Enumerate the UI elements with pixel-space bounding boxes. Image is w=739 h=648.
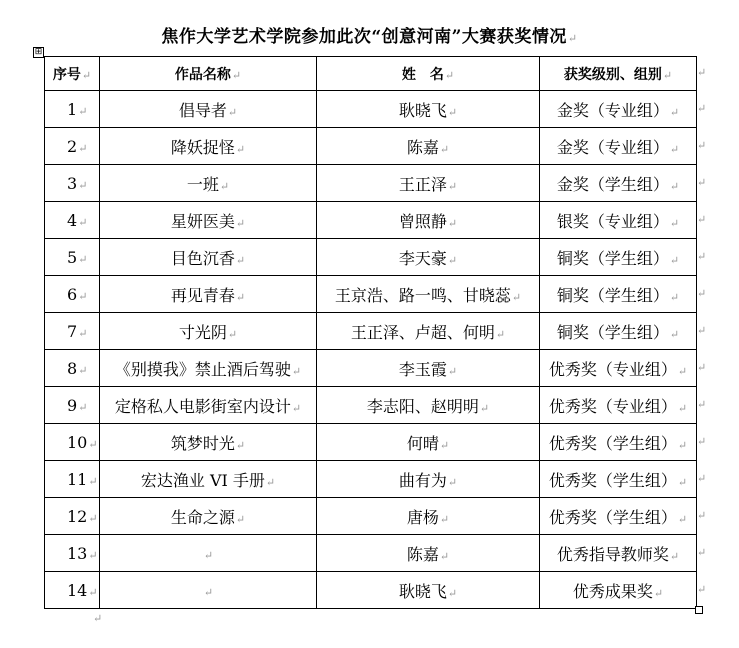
cell-no: 7↵ xyxy=(45,313,100,350)
header-award: 获奖级别、组别↵ xyxy=(540,57,697,91)
cell-name: 何晴↵ xyxy=(317,424,540,461)
cell-award: 优秀奖（学生组）↵ xyxy=(540,498,697,535)
table-row xyxy=(45,276,697,313)
title-text: 焦作大学艺术学院参加此次“创意河南”大赛获奖情况 xyxy=(161,27,567,47)
cell-work: 目色沉香↵ xyxy=(100,239,317,276)
row-end-mark-icon: ↵ xyxy=(697,509,707,522)
cell-name: 李天豪↵ xyxy=(317,239,540,276)
cell-name: 王京浩、路一鸣、甘晓蕊↵ xyxy=(317,276,540,313)
cell-name: 耿晓飞↵ xyxy=(317,572,540,609)
row-end-mark-icon: ↵ xyxy=(697,472,707,485)
row-end-mark-icon: ↵ xyxy=(697,102,707,115)
row-end-mark-icon: ↵ xyxy=(697,213,707,226)
header-no: 序号↵ xyxy=(45,57,100,91)
cell-award: 铜奖（学生组）↵ xyxy=(540,239,697,276)
row-end-marks xyxy=(697,56,706,608)
trailing-paragraph-mark-icon: ↵ xyxy=(93,612,103,625)
row-end-mark-icon: ↵ xyxy=(697,66,707,79)
row-end-mark-icon: ↵ xyxy=(697,361,707,374)
table-row xyxy=(45,128,697,165)
cell-award: 银奖（专业组）↵ xyxy=(540,202,697,239)
cell-name: 耿晓飞↵ xyxy=(317,91,540,128)
row-end-mark-icon: ↵ xyxy=(697,324,707,337)
cell-work: 寸光阴↵ xyxy=(100,313,317,350)
table-row xyxy=(45,498,697,535)
cell-work: 定格私人电影街室内设计↵ xyxy=(100,387,317,424)
cell-name: 王正泽、卢超、何明↵ xyxy=(317,313,540,350)
awards-table xyxy=(44,56,697,609)
cell-work: 筑梦时光↵ xyxy=(100,424,317,461)
cell-award: 优秀成果奖↵ xyxy=(540,572,697,609)
table-header-row xyxy=(45,57,697,91)
cell-work: 降妖捉怪↵ xyxy=(100,128,317,165)
cell-work: 再见青春↵ xyxy=(100,276,317,313)
cell-work: ↵ xyxy=(100,535,317,572)
cell-award: 金奖（学生组）↵ xyxy=(540,165,697,202)
row-end-mark-icon: ↵ xyxy=(697,250,707,263)
table-row xyxy=(45,350,697,387)
cell-name: 唐杨↵ xyxy=(317,498,540,535)
cell-award: 金奖（专业组）↵ xyxy=(540,128,697,165)
table-row xyxy=(45,239,697,276)
table-resize-handle[interactable] xyxy=(695,606,703,614)
table-row xyxy=(45,535,697,572)
row-end-mark-icon: ↵ xyxy=(697,583,707,596)
table-row xyxy=(45,461,697,498)
cell-no: 8↵ xyxy=(45,350,100,387)
cell-award: 铜奖（学生组）↵ xyxy=(540,276,697,313)
cell-award: 优秀奖（专业组）↵ xyxy=(540,387,697,424)
cell-work: 倡导者↵ xyxy=(100,91,317,128)
cell-no: 5↵ xyxy=(45,239,100,276)
cell-award: 优秀奖（学生组）↵ xyxy=(540,424,697,461)
row-end-mark-icon: ↵ xyxy=(697,435,707,448)
cell-name: 陈嘉↵ xyxy=(317,535,540,572)
table-row xyxy=(45,572,697,609)
cell-award: 优秀奖（学生组）↵ xyxy=(540,461,697,498)
cell-name: 陈嘉↵ xyxy=(317,128,540,165)
table-row xyxy=(45,424,697,461)
cell-no: 11↵ xyxy=(45,461,100,498)
cell-no: 9↵ xyxy=(45,387,100,424)
cell-no: 1↵ xyxy=(45,91,100,128)
table-row xyxy=(45,91,697,128)
table-row xyxy=(45,202,697,239)
cell-work: 一班↵ xyxy=(100,165,317,202)
cell-award: 铜奖（学生组）↵ xyxy=(540,313,697,350)
table-row xyxy=(45,387,697,424)
cell-work: ↵ xyxy=(100,572,317,609)
cell-name: 王正泽↵ xyxy=(317,165,540,202)
cell-no: 6↵ xyxy=(45,276,100,313)
cell-award: 金奖（专业组）↵ xyxy=(540,91,697,128)
paragraph-mark-icon: ↵ xyxy=(567,32,578,45)
cell-no: 12↵ xyxy=(45,498,100,535)
row-end-mark-icon: ↵ xyxy=(697,176,707,189)
cell-award: 优秀指导教师奖↵ xyxy=(540,535,697,572)
header-name: 姓 名↵ xyxy=(317,57,540,91)
table-move-handle-icon[interactable]: ⊞ xyxy=(34,47,43,57)
cell-no: 14↵ xyxy=(45,572,100,609)
cell-work: 宏达渔业 VI 手册↵ xyxy=(100,461,317,498)
row-end-mark-icon: ↵ xyxy=(697,287,707,300)
document-title xyxy=(0,22,739,47)
cell-work: 生命之源↵ xyxy=(100,498,317,535)
table-row xyxy=(45,165,697,202)
header-work: 作品名称↵ xyxy=(100,57,317,91)
row-end-mark-icon: ↵ xyxy=(697,398,707,411)
cell-no: 2↵ xyxy=(45,128,100,165)
cell-award: 优秀奖（专业组）↵ xyxy=(540,350,697,387)
cell-name: 曲有为↵ xyxy=(317,461,540,498)
cell-no: 4↵ xyxy=(45,202,100,239)
cell-no: 13↵ xyxy=(45,535,100,572)
cell-work: 《别摸我》禁止酒后驾驶↵ xyxy=(100,350,317,387)
cell-work: 星妍医美↵ xyxy=(100,202,317,239)
cell-no: 10↵ xyxy=(45,424,100,461)
cell-name: 曾照静↵ xyxy=(317,202,540,239)
cell-name: 李玉霞↵ xyxy=(317,350,540,387)
row-end-mark-icon: ↵ xyxy=(697,139,707,152)
cell-name: 李志阳、赵明明↵ xyxy=(317,387,540,424)
table-row xyxy=(45,313,697,350)
cell-no: 3↵ xyxy=(45,165,100,202)
row-end-mark-icon: ↵ xyxy=(697,546,707,559)
